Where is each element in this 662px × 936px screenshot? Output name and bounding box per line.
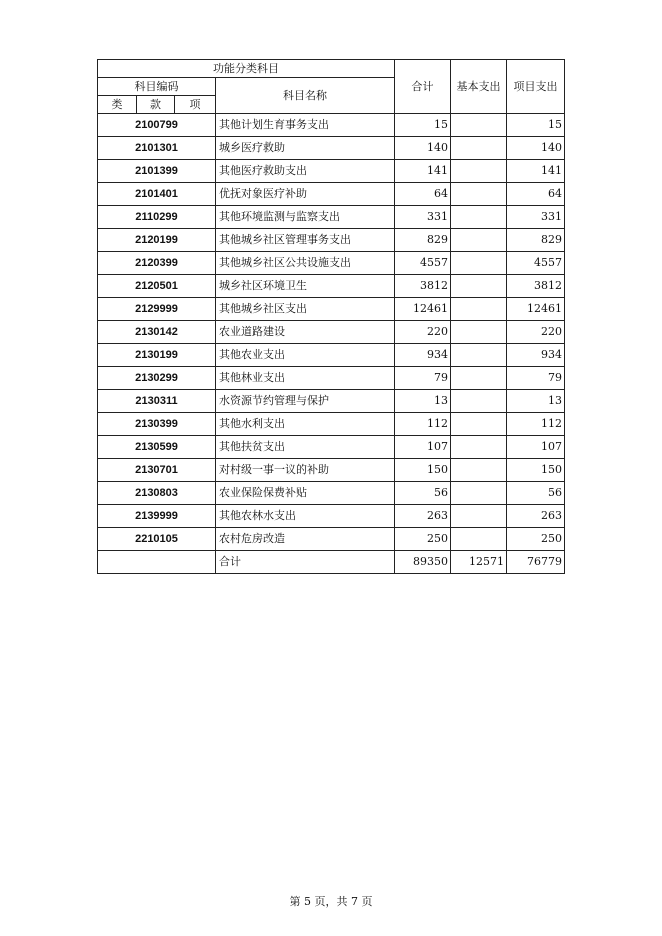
- subject-name: 城乡社区环境卫生: [216, 275, 395, 298]
- basic-header: 基本支出: [451, 60, 507, 114]
- subject-name: 其他农林水支出: [216, 505, 395, 528]
- table-row: [98, 528, 565, 551]
- subject-name: 农业保险保费补贴: [216, 482, 395, 505]
- subject-code: 2210105: [98, 528, 216, 551]
- subject-name: 合计: [216, 551, 395, 574]
- project-value: 934: [507, 344, 565, 367]
- total-value: 250: [395, 528, 451, 551]
- total-value: 263: [395, 505, 451, 528]
- project-value: 829: [507, 229, 565, 252]
- project-value: 12461: [507, 298, 565, 321]
- subject-code: 2130199: [98, 344, 216, 367]
- project-value: 141: [507, 160, 565, 183]
- subject-name: 对村级一事一议的补助: [216, 459, 395, 482]
- subject-name: 城乡医疗救助: [216, 137, 395, 160]
- total-value: 112: [395, 413, 451, 436]
- basic-value: [451, 459, 507, 482]
- total-value: 3812: [395, 275, 451, 298]
- project-value: 107: [507, 436, 565, 459]
- subject-code: 2101401: [98, 183, 216, 206]
- basic-value: [451, 436, 507, 459]
- total-value: 331: [395, 206, 451, 229]
- table-row: [98, 137, 565, 160]
- subject-code: 2120399: [98, 252, 216, 275]
- table-row: [98, 390, 565, 413]
- table-row: [98, 114, 565, 137]
- subject-code: 2130299: [98, 367, 216, 390]
- total-value: 79: [395, 367, 451, 390]
- subject-code: 2129999: [98, 298, 216, 321]
- table-row: [98, 321, 565, 344]
- project-value: 3812: [507, 275, 565, 298]
- subject-name: 其他林业支出: [216, 367, 395, 390]
- subject-name: 农业道路建设: [216, 321, 395, 344]
- basic-value: 12571: [451, 551, 507, 574]
- total-value: 64: [395, 183, 451, 206]
- basic-value: [451, 505, 507, 528]
- basic-value: [451, 160, 507, 183]
- table-row: [98, 505, 565, 528]
- code-header: 科目编码: [98, 78, 216, 96]
- table-row: [98, 436, 565, 459]
- group-title: 功能分类科目: [98, 60, 395, 78]
- total-value: 829: [395, 229, 451, 252]
- basic-value: [451, 321, 507, 344]
- subject-code: 2101301: [98, 137, 216, 160]
- table-row: [98, 252, 565, 275]
- subject-name: 其他水利支出: [216, 413, 395, 436]
- project-value: 331: [507, 206, 565, 229]
- subject-code: [98, 551, 216, 574]
- total-value: 4557: [395, 252, 451, 275]
- subject-name: 水资源节约管理与保护: [216, 390, 395, 413]
- summary-row: [98, 551, 565, 574]
- project-value: 13: [507, 390, 565, 413]
- subject-code: 2130399: [98, 413, 216, 436]
- project-value: 79: [507, 367, 565, 390]
- subject-name: 其他计划生育事务支出: [216, 114, 395, 137]
- total-value: 140: [395, 137, 451, 160]
- table-row: [98, 413, 565, 436]
- subject-name: 农村危房改造: [216, 528, 395, 551]
- total-value: 934: [395, 344, 451, 367]
- total-value: 15: [395, 114, 451, 137]
- table-row: [98, 229, 565, 252]
- subject-code: 2120501: [98, 275, 216, 298]
- project-value: 263: [507, 505, 565, 528]
- table-row: [98, 206, 565, 229]
- project-value: 250: [507, 528, 565, 551]
- basic-value: [451, 275, 507, 298]
- total-value: 107: [395, 436, 451, 459]
- subject-code: 2101399: [98, 160, 216, 183]
- basic-value: [451, 482, 507, 505]
- project-value: 150: [507, 459, 565, 482]
- table-row: [98, 344, 565, 367]
- total-value: 56: [395, 482, 451, 505]
- table-row: [98, 160, 565, 183]
- basic-value: [451, 344, 507, 367]
- basic-value: [451, 206, 507, 229]
- total-value: 13: [395, 390, 451, 413]
- kuan-header: 款: [137, 96, 175, 114]
- subject-name: 其他扶贫支出: [216, 436, 395, 459]
- project-value: 140: [507, 137, 565, 160]
- total-value: 150: [395, 459, 451, 482]
- project-header: 项目支出: [507, 60, 565, 114]
- basic-value: [451, 298, 507, 321]
- subject-code: 2130142: [98, 321, 216, 344]
- total-header: 合计: [395, 60, 451, 114]
- xiang-header: 项: [175, 96, 216, 114]
- subject-code: 2130311: [98, 390, 216, 413]
- basic-value: [451, 137, 507, 160]
- basic-value: [451, 528, 507, 551]
- project-value: 4557: [507, 252, 565, 275]
- budget-table: [97, 59, 565, 574]
- subject-code: 2100799: [98, 114, 216, 137]
- subject-name: 其他农业支出: [216, 344, 395, 367]
- subject-code: 2130599: [98, 436, 216, 459]
- total-value: 141: [395, 160, 451, 183]
- table-row: [98, 275, 565, 298]
- project-value: 64: [507, 183, 565, 206]
- subject-code: 2130803: [98, 482, 216, 505]
- project-value: 15: [507, 114, 565, 137]
- table-row: [98, 367, 565, 390]
- basic-value: [451, 229, 507, 252]
- lei-header: 类: [98, 96, 137, 114]
- subject-name: 其他医疗救助支出: [216, 160, 395, 183]
- subject-name: 其他环境监测与监察支出: [216, 206, 395, 229]
- subject-code: 2130701: [98, 459, 216, 482]
- table-row: [98, 459, 565, 482]
- basic-value: [451, 413, 507, 436]
- subject-code: 2139999: [98, 505, 216, 528]
- subject-name: 其他城乡社区支出: [216, 298, 395, 321]
- basic-value: [451, 183, 507, 206]
- table-row: [98, 482, 565, 505]
- basic-value: [451, 390, 507, 413]
- project-value: 220: [507, 321, 565, 344]
- basic-value: [451, 114, 507, 137]
- table-row: [98, 298, 565, 321]
- subject-code: 2120199: [98, 229, 216, 252]
- total-value: 220: [395, 321, 451, 344]
- project-value: 112: [507, 413, 565, 436]
- name-header: 科目名称: [216, 78, 395, 114]
- subject-code: 2110299: [98, 206, 216, 229]
- total-value: 12461: [395, 298, 451, 321]
- page-footer: 第 5 页，共 7 页: [289, 895, 373, 908]
- subject-name: 优抚对象医疗补助: [216, 183, 395, 206]
- basic-value: [451, 367, 507, 390]
- subject-name: 其他城乡社区管理事务支出: [216, 229, 395, 252]
- subject-name: 其他城乡社区公共设施支出: [216, 252, 395, 275]
- project-value: 56: [507, 482, 565, 505]
- total-value: 89350: [395, 551, 451, 574]
- project-value: 76779: [507, 551, 565, 574]
- table-row: [98, 183, 565, 206]
- header-row-1: [98, 60, 565, 78]
- basic-value: [451, 252, 507, 275]
